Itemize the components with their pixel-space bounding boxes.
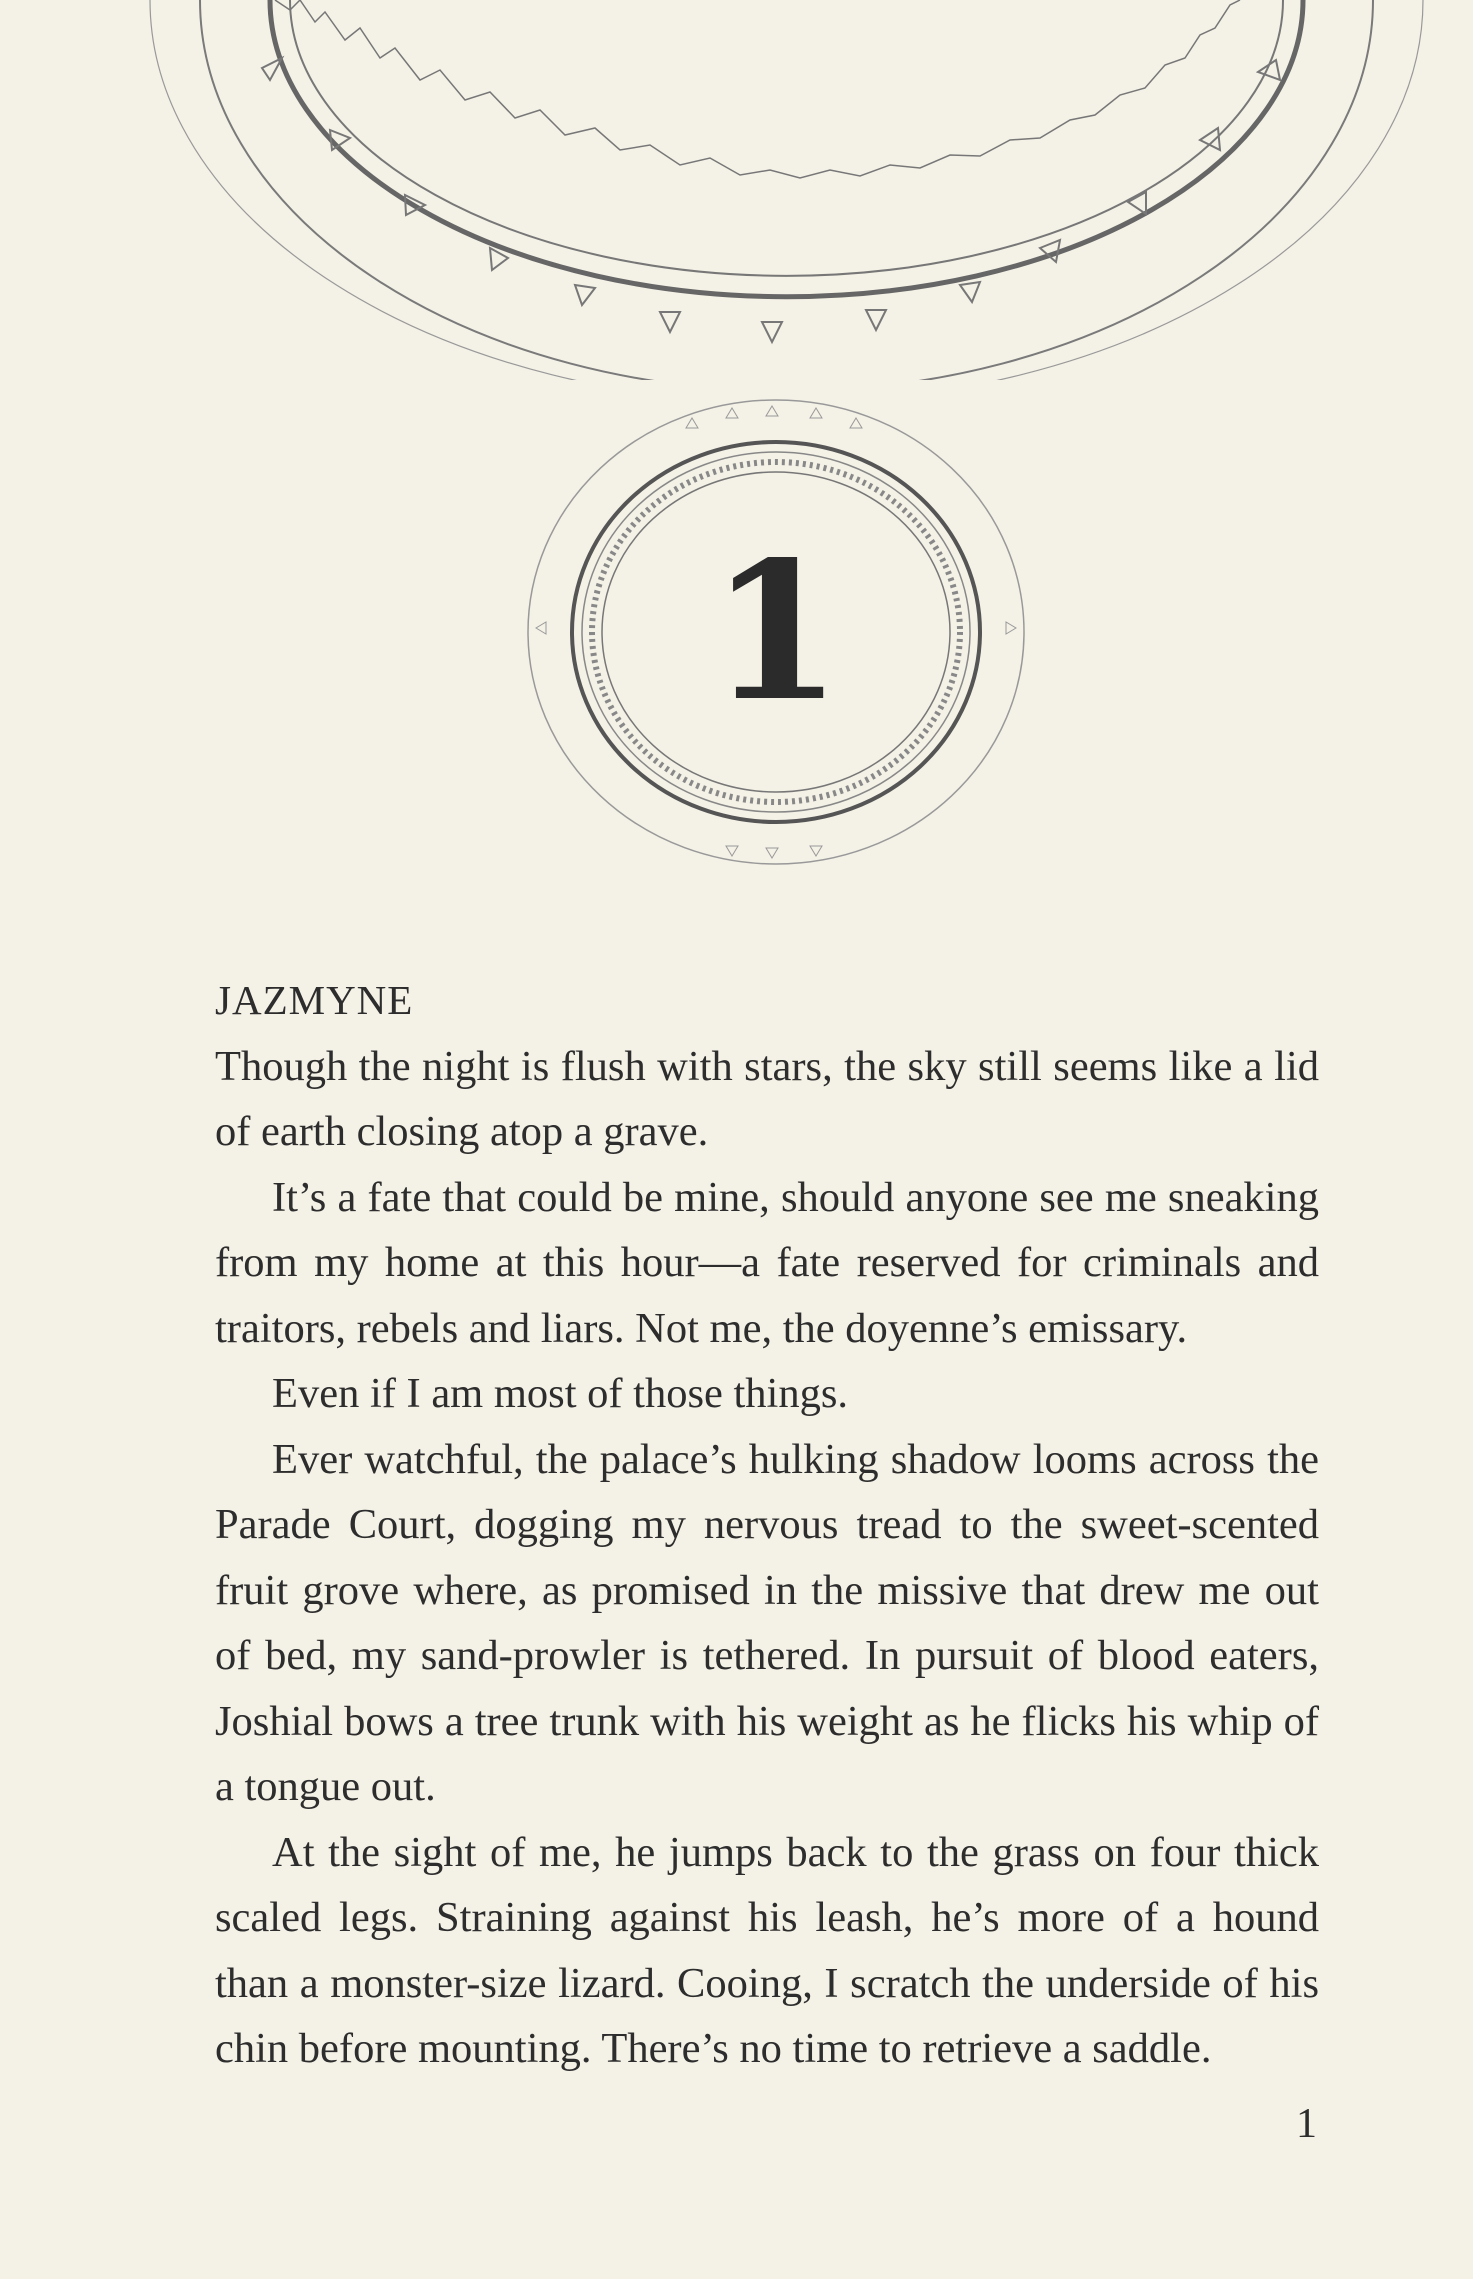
page-number: 1 <box>1296 2101 1317 2147</box>
ornament-arc <box>0 0 1473 380</box>
paragraph-1: Though the night is flush with stars, the sky still seems like a lid of earth closing atop a grave. <box>215 1042 1319 1155</box>
chapter-number: 1 <box>709 520 843 743</box>
paragraph-4: Ever watchful, the palace’s hulking shadow looms across the Parade Court, dogging my nervous tread to the sweet-scented fruit grove where, as promised in the missive that drew me out of bed, my sand-prowler is tethered. In pursuit of blood eaters, Joshial bows a tree trunk with his weight as he flicks his whip of a tongue out. <box>215 1435 1319 1810</box>
paragraph-5: At the sight of me, he jumps back to the grass on four thick scaled legs. Straining against his leash, he’s more of a hound than a monster-size lizard. Cooing, I scratch the underside of his chin before mounting. There’s no time to retrieve a saddle. <box>215 1828 1319 2072</box>
paragraph-3: Even if I am most of those things. <box>272 1370 849 1417</box>
speaker-name: JAZMYNE <box>215 977 414 1023</box>
paragraph-2: It’s a fate that could be mine, should anyone see me sneaking from my home at this hour—a fate reserved for criminals and traitors, rebels and liars. Not me, the doyenne’s emissary. <box>215 1173 1319 1352</box>
chapter-text <box>215 968 1319 2082</box>
